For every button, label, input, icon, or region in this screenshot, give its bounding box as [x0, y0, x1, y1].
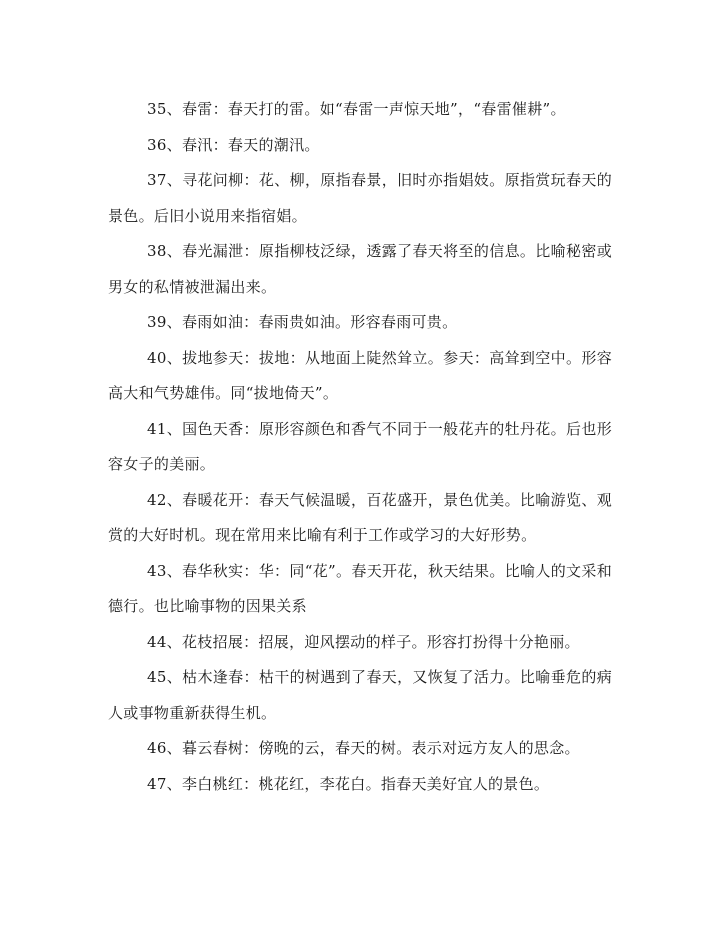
- entry-42: 42、春暖花开：春天气候温暖，百花盛开，景色优美。比喻游览、观赏的大好时机。现在常用来比喻有利于工作或学习的大好形势。: [108, 490, 612, 544]
- entry-list: [108, 92, 612, 802]
- entry-40: 40、拔地参天：拔地：从地面上陡然耸立。参天：高耸到空中。形容高大和气势雄伟。同“拔地倚天”。: [108, 348, 612, 402]
- entry-37: 37、寻花问柳：花、柳，原指春景，旧时亦指娼妓。原指赏玩春天的景色。后旧小说用来指宿娼。: [108, 171, 612, 225]
- entry-35: 35、春雷：春天打的雷。如“春雷一声惊天地”，“春雷催耕”。: [147, 100, 566, 118]
- entry-38: 38、春光漏泄：原指柳枝泛绿，透露了春天将至的信息。比喻秘密或男女的私情被泄漏出来。: [108, 242, 612, 296]
- entry-44: 44、花枝招展：招展，迎风摆动的样子。形容打扮得十分艳丽。: [147, 632, 580, 651]
- entry-45: 45、枯木逢春：枯干的树遇到了春天，又恢复了活力。比喻垂危的病人或事物重新获得生机。: [108, 668, 612, 722]
- entry-43: 43、春华秋实：华：同“花”。春天开花，秋天结果。比喻人的文采和德行。也比喻事物的因果关系: [108, 561, 612, 615]
- entry-39: 39、春雨如油：春雨贵如油。形容春雨可贵。: [147, 313, 458, 331]
- entry-47: 47、李白桃红：桃花红，李花白。指春天美好宜人的景色。: [147, 774, 550, 793]
- entry-46: 46、暮云春树：傍晚的云，春天的树。表示对远方友人的思念。: [147, 739, 580, 757]
- entry-36: 36、春汛：春天的潮汛。: [147, 135, 320, 154]
- entry-41: 41、国色天香：原形容颜色和香气不同于一般花卉的牡丹花。后也形容女子的美丽。: [108, 419, 612, 473]
